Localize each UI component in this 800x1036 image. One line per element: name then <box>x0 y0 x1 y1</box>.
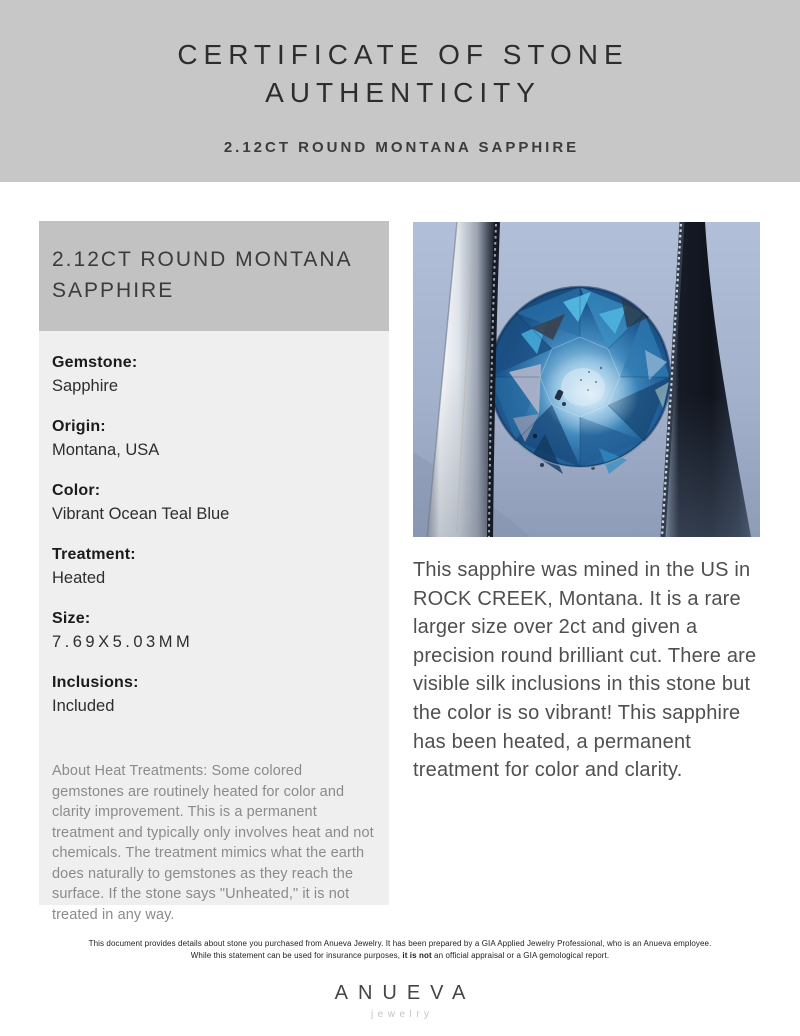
field-value: Montana, USA <box>52 441 160 459</box>
field-inclusions <box>52 673 375 717</box>
field-label: Origin: <box>52 418 106 435</box>
anueva-logo <box>0 982 800 1020</box>
disclaimer-line2-post: an official appraisal or a GIA gemological report. <box>431 951 610 960</box>
field-color <box>52 481 375 525</box>
stone-spec-panel <box>39 331 389 923</box>
sapphire-photo-graphic <box>413 222 760 537</box>
anueva-logo-name: ANUEVA <box>334 982 476 1004</box>
field-label: Color: <box>52 482 101 499</box>
disclaimer-line2-bold: it is not <box>402 951 432 960</box>
field-value: Vibrant Ocean Teal Blue <box>52 505 230 523</box>
certificate-header <box>0 0 800 182</box>
stone-description: This sapphire was mined in the US in ROCK CREEK, Montana. It is a rare larger size over 2ct and given a precision round brilliant cut. There are visible silk inclusions in this stone but the color is so vibrant! This sapphire has been heated, a permanent treatment for color and clarity. <box>413 559 757 782</box>
field-value: Included <box>52 697 115 715</box>
field-value: Heated <box>52 569 106 587</box>
stone-title: 2.12CT ROUND MONTANA SAPPHIRE <box>52 248 352 302</box>
field-label: Treatment: <box>52 546 136 563</box>
disclaimer-line1: This document provides details about stone you purchased from Anueva Jewelry. It has been prepared by a GIA Applied Jewelry Professional, who is an Anueva employee. <box>88 939 712 948</box>
field-value: 7.69X5.03MM <box>52 633 194 651</box>
field-label: Gemstone: <box>52 354 138 371</box>
certificate-subtitle: 2.12CT ROUND MONTANA SAPPHIRE <box>223 139 580 156</box>
certificate-title-line2: AUTHENTICITY <box>265 77 541 108</box>
field-origin <box>52 417 375 461</box>
disclaimer-line2 <box>0 950 800 962</box>
field-treatment <box>52 545 375 589</box>
disclaimer <box>0 938 800 962</box>
stone-title-box <box>39 221 389 331</box>
field-size <box>52 609 375 653</box>
heat-treatment-note: About Heat Treatments: Some colored gemstones are routinely heated for color and clarity improvement. This is a permanent treatment and typically only involves heat and not chemicals. The treatment mimics what the earth does naturally to gemstones as they reach the surface. If the stone says "Unheated," it is not treated in any way. <box>52 763 374 923</box>
anueva-logo-tagline: jewelry <box>370 1009 434 1020</box>
certificate-title-line1: CERTIFICATE OF STONE <box>177 39 629 70</box>
field-label: Size: <box>52 610 91 627</box>
field-value: Sapphire <box>52 377 119 395</box>
field-gemstone <box>52 353 375 397</box>
sapphire-photo <box>413 222 760 537</box>
field-label: Inclusions: <box>52 674 139 691</box>
disclaimer-line2-pre: While this statement can be used for insurance purposes, <box>190 951 403 960</box>
